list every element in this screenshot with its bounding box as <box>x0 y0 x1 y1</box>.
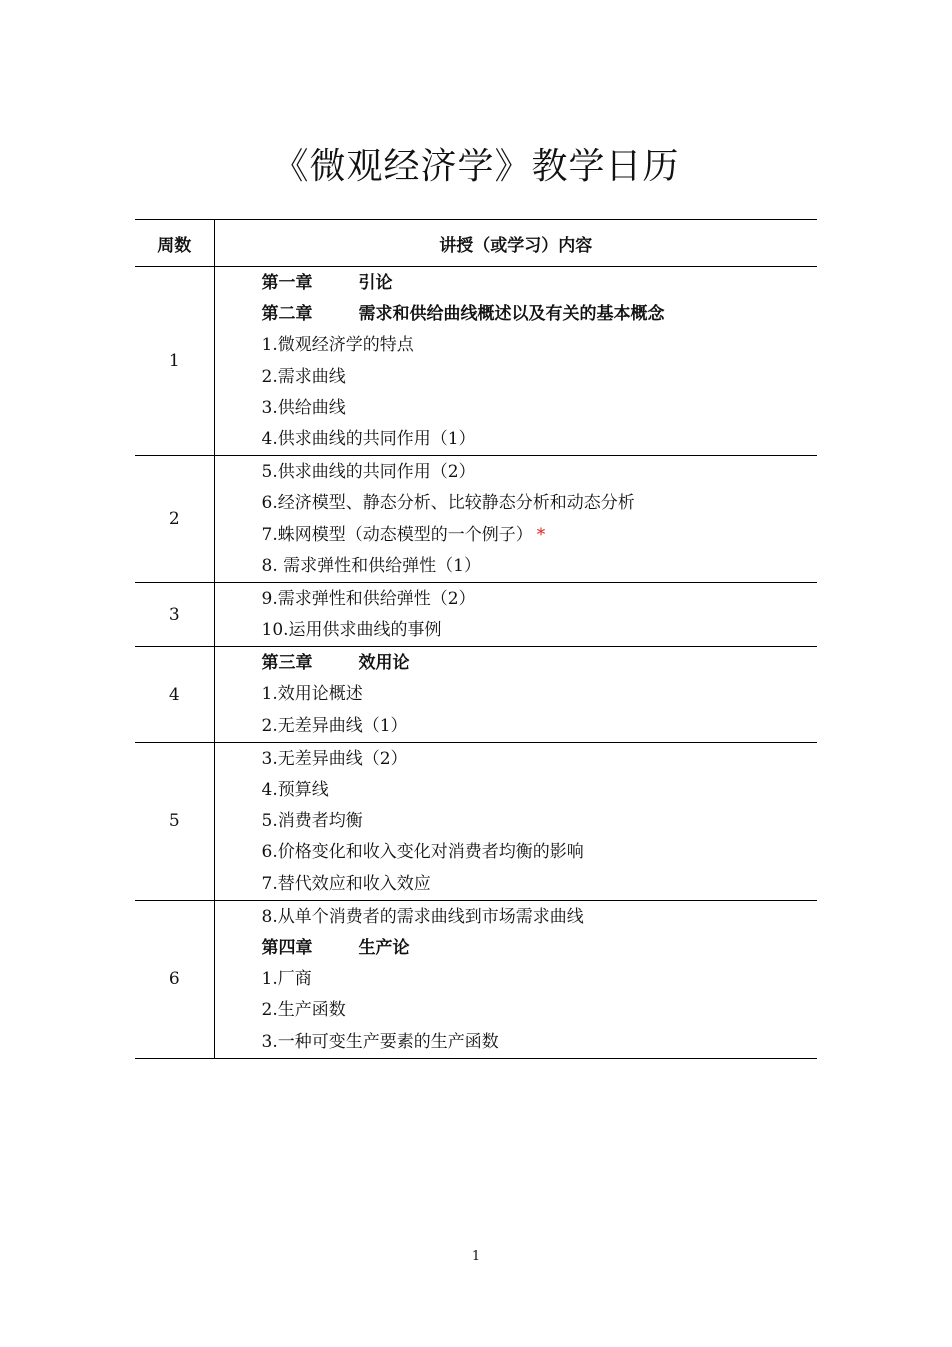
chapter-number: 第三章 <box>261 653 313 674</box>
topic-text: 2.生产函数 <box>261 1000 346 1021</box>
lesson-topic <box>262 330 818 361</box>
table-header-row <box>135 220 817 267</box>
lesson-topic <box>262 744 818 775</box>
lesson-topic <box>262 679 818 710</box>
topic-text: 10.运用供求曲线的事例 <box>261 620 442 641</box>
chapter-title: 需求和供给曲线概述以及有关的基本概念 <box>358 304 665 325</box>
lesson-content-cell <box>214 900 817 1058</box>
table-body <box>135 267 817 1059</box>
chapter-title: 引论 <box>358 273 393 293</box>
chapter-title: 生产论 <box>358 937 410 958</box>
topic-text: 3.无差异曲线（2） <box>261 748 408 769</box>
week-number: 6 <box>135 900 214 1058</box>
week-number: 1 <box>135 267 214 456</box>
chapter-heading <box>262 268 818 299</box>
chapter-number: 第一章 <box>261 273 313 293</box>
teaching-calendar-table <box>135 219 817 1059</box>
lesson-topic <box>262 424 818 455</box>
lesson-content-cell <box>214 456 817 583</box>
lesson-content-cell <box>214 742 817 900</box>
lesson-topic <box>262 837 818 868</box>
topic-text: 7.替代效应和收入效应 <box>261 873 431 894</box>
topic-text: 3.供给曲线 <box>261 397 346 418</box>
table-row <box>135 267 817 456</box>
week-number: 2 <box>135 456 214 583</box>
lesson-topic <box>262 393 818 424</box>
table-row <box>135 742 817 900</box>
table-row <box>135 900 817 1058</box>
topic-text: 2.需求曲线 <box>261 366 346 387</box>
page-number: 1 <box>471 1249 481 1264</box>
lesson-topic <box>262 520 818 551</box>
week-number: 4 <box>135 647 214 743</box>
page-title: 《微观经济学》教学日历 <box>272 146 680 187</box>
topic-text: 6.价格变化和收入变化对消费者均衡的影响 <box>261 842 584 863</box>
lesson-topic <box>262 995 818 1026</box>
chapter-number: 第四章 <box>261 937 313 958</box>
topic-text: 3.一种可变生产要素的生产函数 <box>261 1031 499 1052</box>
lesson-content-cell <box>214 647 817 743</box>
lesson-content-cell <box>214 267 817 456</box>
lesson-topic <box>262 902 818 933</box>
lesson-topic <box>262 711 818 742</box>
chapter-heading <box>262 648 818 679</box>
topic-text: 6.经济模型、静态分析、比较静态分析和动态分析 <box>261 493 635 514</box>
table-row <box>135 647 817 743</box>
lesson-topic <box>262 806 818 837</box>
topic-text: 9.需求弹性和供给弹性（2） <box>261 588 476 609</box>
topic-text: 2.无差异曲线（1） <box>261 715 408 736</box>
lesson-topic <box>262 362 818 393</box>
topic-text: 1.效用论概述 <box>261 684 363 705</box>
lesson-topic <box>262 551 818 582</box>
topic-text: 8. 需求弹性和供给弹性（1） <box>261 555 481 576</box>
topic-text: 5.消费者均衡 <box>261 811 363 832</box>
lesson-topic <box>262 488 818 519</box>
lesson-topic <box>262 964 818 995</box>
chapter-title: 效用论 <box>358 653 410 674</box>
lesson-topic <box>262 615 818 646</box>
lesson-content-cell <box>214 582 817 646</box>
lesson-topic <box>262 457 818 488</box>
column-header-content: 讲授（或学习）内容 <box>214 220 817 267</box>
topic-text: 7.蛛网模型（动态模型的一个例子） <box>261 524 533 545</box>
chapter-heading <box>262 933 818 964</box>
week-number: 5 <box>135 742 214 900</box>
column-header-week: 周数 <box>135 220 214 267</box>
topic-text: 4.供求曲线的共同作用（1） <box>261 428 476 449</box>
topic-text: 1.微观经济学的特点 <box>261 335 414 356</box>
lesson-topic <box>262 1027 818 1058</box>
week-number: 3 <box>135 582 214 646</box>
topic-text: 5.供求曲线的共同作用（2） <box>261 462 476 483</box>
lesson-topic <box>262 869 818 900</box>
lesson-topic <box>262 584 818 615</box>
topic-text: 1.厂商 <box>261 969 312 990</box>
chapter-number: 第二章 <box>261 304 313 325</box>
lesson-topic <box>262 775 818 806</box>
table-row <box>135 582 817 646</box>
table-row <box>135 456 817 583</box>
chapter-heading <box>262 299 818 330</box>
topic-text: 4.预算线 <box>261 780 329 800</box>
optional-topic-asterisk: * <box>536 524 546 545</box>
topic-text: 8.从单个消费者的需求曲线到市场需求曲线 <box>261 906 584 927</box>
